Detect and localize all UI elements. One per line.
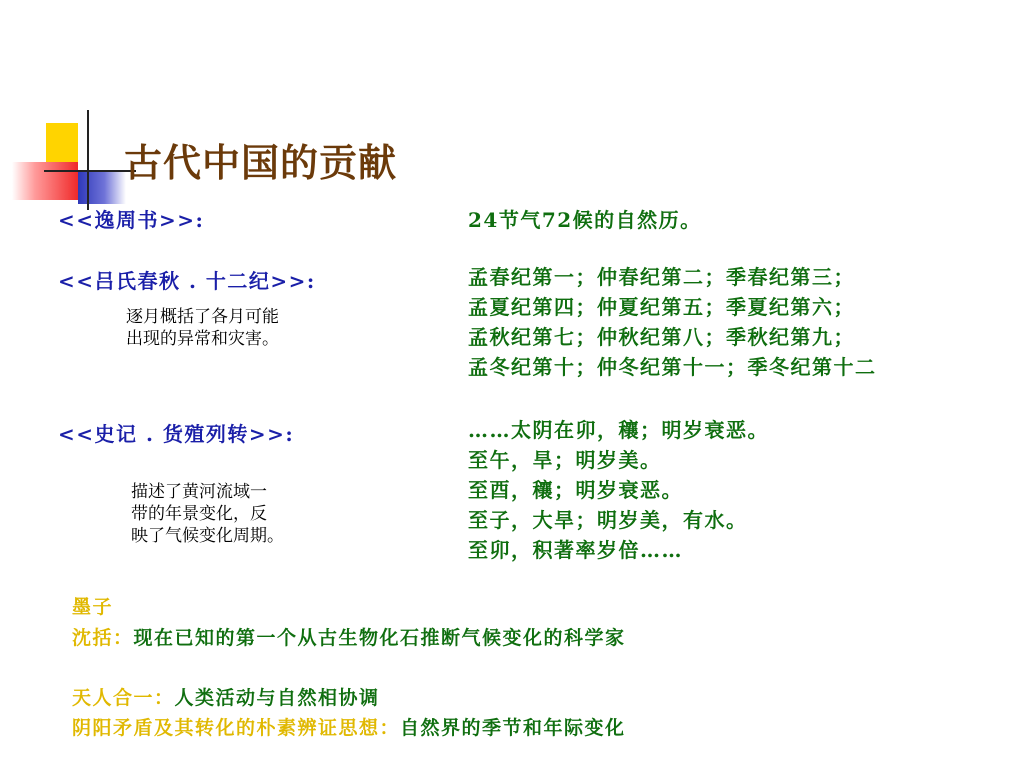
source-note-shiji xyxy=(131,481,284,547)
yinyang-label: 阴阳矛盾及其转化的朴素辨证思想： xyxy=(72,717,401,739)
content-line: 孟秋纪第七；仲秋纪第八；季秋纪第九； xyxy=(468,325,855,349)
content-line: ……太阴在卯，穰；明岁衰恶。 xyxy=(468,418,769,442)
decor-blue-square xyxy=(78,170,126,204)
source-label-yizhoushu: <<逸周书>>: xyxy=(58,208,205,232)
decor-horizontal-line xyxy=(44,170,136,172)
source-label-lushi: <<吕氏春秋 . 十二纪>>: xyxy=(58,269,316,293)
tianren-label: 天人合一： xyxy=(72,687,175,709)
source-content-yizhoushu: 24节气72候的自然历。 xyxy=(468,208,702,232)
content-line: 至卯，积著率岁倍…… xyxy=(468,538,683,562)
bottom-tianren xyxy=(72,683,380,710)
note-line: 出现的异常和灾害。 xyxy=(126,329,279,348)
note-line: 描述了黄河流域一 xyxy=(131,482,267,501)
content-line: 孟春纪第一；仲春纪第二；季春纪第三； xyxy=(468,265,855,289)
bottom-yinyang xyxy=(72,713,626,740)
source-content-lushi xyxy=(468,262,877,382)
shenkuo-label: 沈括： xyxy=(72,627,134,649)
note-line: 带的年景变化，反 xyxy=(131,504,267,523)
content-line: 至子，大旱；明岁美，有水。 xyxy=(468,508,748,532)
tianren-text: 人类活动与自然相协调 xyxy=(174,687,380,709)
slide-title: 古代中国的贡献 xyxy=(124,141,398,185)
bottom-shenkuo xyxy=(72,623,626,650)
content-line: 孟夏纪第四；仲夏纪第五；季夏纪第六； xyxy=(468,295,855,319)
shenkuo-text: 现在已知的第一个从古生物化石推断气候变化的科学家 xyxy=(133,627,626,649)
content-line: 至午，旱；明岁美。 xyxy=(468,448,662,472)
source-label-shiji: <<史记 . 货殖列转>>: xyxy=(58,422,295,446)
decor-vertical-line xyxy=(87,110,89,210)
decor-yellow-square xyxy=(46,123,78,165)
note-line: 逐月概括了各月可能 xyxy=(126,307,279,326)
content-line: 至酉，穰；明岁衰恶。 xyxy=(468,478,683,502)
yinyang-text: 自然界的季节和年际变化 xyxy=(400,717,626,739)
bottom-mozi: 墨子 xyxy=(72,596,114,618)
note-line: 映了气候变化周期。 xyxy=(131,526,284,545)
content-line: 孟冬纪第十；仲冬纪第十一；季冬纪第十二 xyxy=(468,355,877,379)
decor-red-square xyxy=(12,162,78,200)
source-note-lushi xyxy=(126,306,279,350)
source-content-shiji xyxy=(468,415,769,565)
